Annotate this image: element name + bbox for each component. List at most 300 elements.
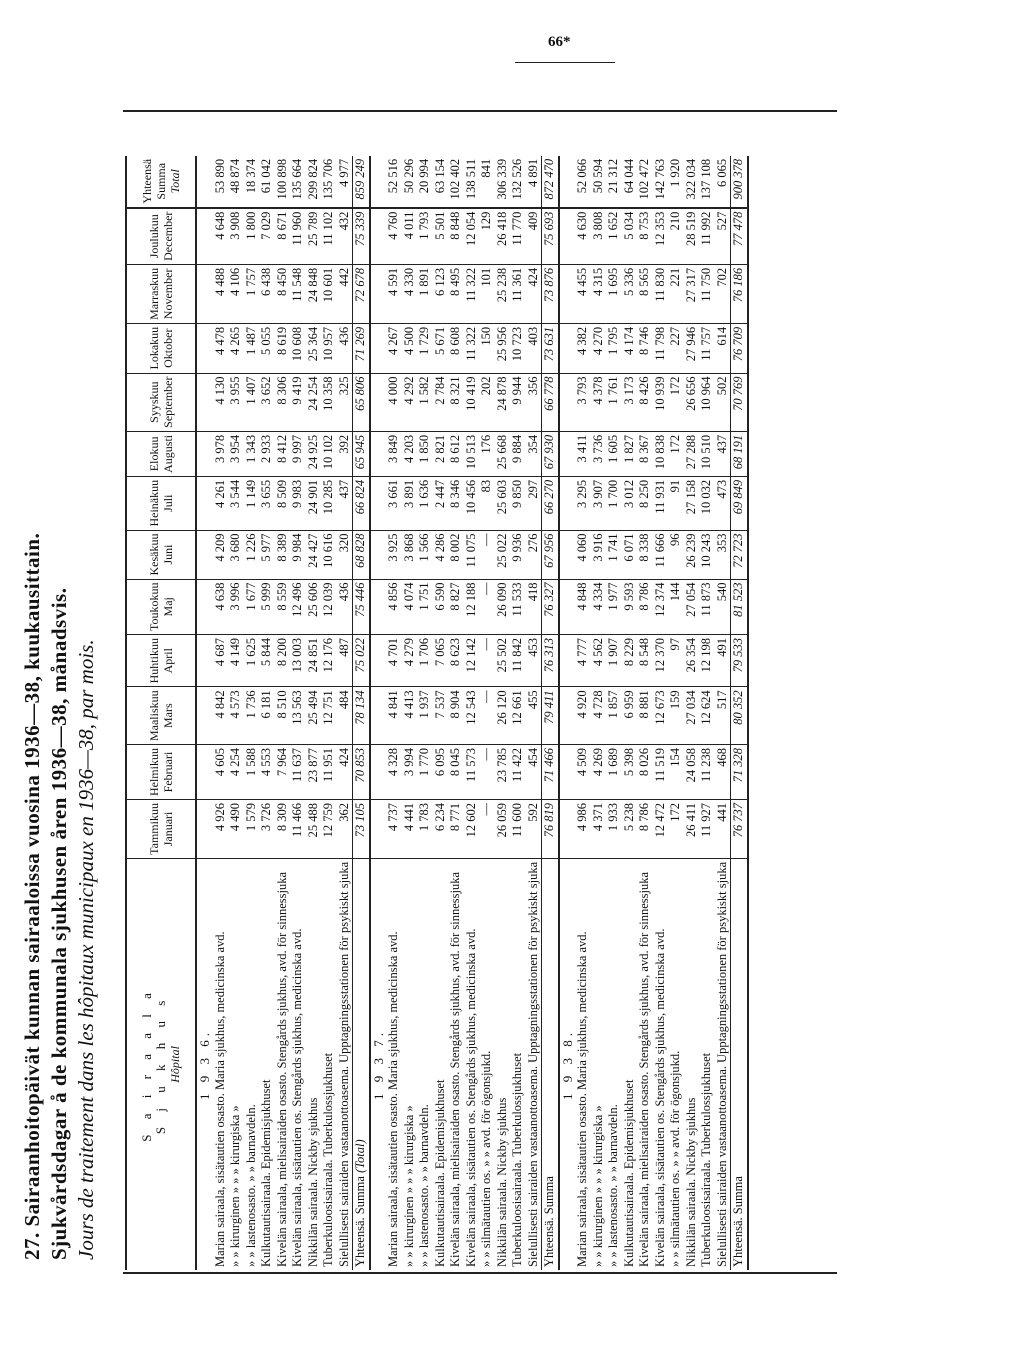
year-total-cell: 67 956 xyxy=(542,530,559,579)
month-header-line: Syyskuu xyxy=(147,381,161,423)
month-value-cell: 12 759 xyxy=(321,800,337,859)
month-value-cell: 8 753 xyxy=(637,208,653,265)
month-value-cell: 487 xyxy=(337,635,353,687)
month-value-cell: 8 045 xyxy=(448,745,464,800)
month-value-cell: 11 842 xyxy=(510,635,526,687)
month-value-cell: 8 904 xyxy=(448,687,464,745)
empty-cell xyxy=(370,635,387,687)
month-value-cell: 1 605 xyxy=(606,431,622,476)
total-header-line: Summa xyxy=(154,162,168,200)
year-total-label-text: Yhteensä. Summa xyxy=(353,1176,367,1267)
title-french: Jours de traitement dans les hôpitaux municipaux en 1936—38, par mois. xyxy=(74,639,98,1260)
month-value-cell: 10 513 xyxy=(464,431,480,476)
month-value-cell: 8 306 xyxy=(275,373,291,431)
hospital-label: Nikkilän sairaala. Nickby sjukhus xyxy=(305,1097,320,1267)
month-value-cell: 11 466 xyxy=(290,800,306,859)
month-value-cell: 4 701 xyxy=(386,635,402,687)
table-row xyxy=(668,156,684,1270)
hospital-label: Kulkutautisairaala. Epidemisjukhuset xyxy=(259,1079,273,1267)
month-value-cell: 437 xyxy=(337,476,353,530)
total-header-line: Total xyxy=(168,169,182,194)
month-value-cell: 8 309 xyxy=(275,800,291,859)
year-heading: 1 9 3 7. xyxy=(370,1028,386,1100)
month-value-cell: 4 267 xyxy=(386,323,402,373)
month-value-cell: 3 173 xyxy=(622,373,638,431)
month-value-cell: 10 616 xyxy=(321,530,337,579)
month-value-cell: 27 317 xyxy=(684,264,700,323)
empty-cell xyxy=(196,476,213,530)
empty-cell xyxy=(559,635,576,687)
month-value-cell: 3 295 xyxy=(575,476,591,530)
year-total-cell: 80 352 xyxy=(731,687,748,745)
month-value-cell: 453 xyxy=(526,635,542,687)
year-total-cell: 75 446 xyxy=(353,579,370,635)
year-total-label xyxy=(353,858,370,1270)
month-value-cell: 4 286 xyxy=(433,530,449,579)
month-value-cell: 3 955 xyxy=(228,373,244,431)
month-value-cell: 491 xyxy=(715,635,731,687)
month-value-cell: 7 537 xyxy=(433,687,449,745)
year-total-cell: 872 470 xyxy=(542,156,559,208)
row-total-cell: 102 402 xyxy=(448,156,464,208)
month-value-cell: 356 xyxy=(526,373,542,431)
hospital-label: Marian sairaala, sisätautien osasto. Maria sjukhus, medicinska avd. xyxy=(212,931,227,1267)
empty-cell xyxy=(196,579,213,635)
month-value-cell: 392 xyxy=(337,431,353,476)
month-header-line: Januari xyxy=(161,811,175,847)
hospital-header-fr: Hôpital xyxy=(168,1046,182,1083)
month-header-7 xyxy=(126,431,196,476)
month-value-cell: 12 543 xyxy=(464,687,480,745)
month-value-cell: 3 916 xyxy=(591,530,607,579)
month-value-cell: 3 652 xyxy=(259,373,275,431)
month-value-cell: 3 544 xyxy=(228,476,244,530)
row-total-cell: 50 594 xyxy=(591,156,607,208)
month-value-cell: 1 677 xyxy=(244,579,260,635)
hospital-label: » » lastenosasto. » » barnavdeln. xyxy=(243,1104,258,1267)
month-value-cell: 3 954 xyxy=(228,431,244,476)
table-row xyxy=(448,156,464,1270)
month-value-cell: 10 358 xyxy=(321,373,337,431)
month-value-cell: 3 978 xyxy=(213,431,229,476)
month-value-cell: 1 582 xyxy=(417,373,433,431)
month-value-cell: 5 336 xyxy=(622,264,638,323)
month-value-cell: 5 055 xyxy=(259,323,275,373)
month-value-cell: 172 xyxy=(668,431,684,476)
row-total-cell: 1 920 xyxy=(668,156,684,208)
year-total-cell: 73 876 xyxy=(542,264,559,323)
month-value-cell: 26 090 xyxy=(495,579,511,635)
month-value-cell: 227 xyxy=(668,323,684,373)
month-header-line: Kesäkuu xyxy=(147,533,161,576)
month-value-cell: 4 413 xyxy=(402,687,418,745)
month-value-cell: 297 xyxy=(526,476,542,530)
month-value-cell: 12 673 xyxy=(653,687,669,745)
month-value-cell: 1 933 xyxy=(606,800,622,859)
month-value-cell: 202 xyxy=(479,373,495,431)
month-value-cell: 3 868 xyxy=(402,530,418,579)
month-value-cell: 3 411 xyxy=(575,431,591,476)
year-total-cell: 68 191 xyxy=(731,431,748,476)
month-value-cell: 8 002 xyxy=(448,530,464,579)
month-value-cell: 1 700 xyxy=(606,476,622,530)
month-value-cell: 11 666 xyxy=(653,530,669,579)
month-value-cell: 27 288 xyxy=(684,431,700,476)
empty-cell xyxy=(196,635,213,687)
month-header-line: Helmikuu xyxy=(147,748,161,797)
empty-cell xyxy=(370,745,387,800)
month-value-cell: 4 265 xyxy=(228,323,244,373)
month-value-cell: 4 841 xyxy=(386,687,402,745)
month-header-4 xyxy=(126,579,196,635)
year-total-cell: 70 769 xyxy=(731,373,748,431)
month-value-cell: 1 689 xyxy=(606,745,622,800)
month-value-cell: 3 908 xyxy=(228,208,244,265)
month-value-cell: 210 xyxy=(668,208,684,265)
empty-cell xyxy=(559,264,576,323)
month-value-cell: 3 793 xyxy=(575,373,591,431)
year-total-cell: 75 339 xyxy=(353,208,370,265)
month-value-cell: 4 441 xyxy=(402,800,418,859)
month-value-cell: 424 xyxy=(337,745,353,800)
row-total-cell: 61 042 xyxy=(259,156,275,208)
year-total-cell: 77 478 xyxy=(731,208,748,265)
hospital-label: Sielullisesti sairaiden vastaanottoasema. Upptagningsstationen för psykiskt sjuka xyxy=(714,861,729,1267)
month-value-cell: 97 xyxy=(668,635,684,687)
hospital-header-sv: S j u k h u s xyxy=(153,994,168,1135)
month-value-cell: 1 695 xyxy=(606,264,622,323)
hospital-label: Kulkutautisairaala. Epidemisjukhuset xyxy=(432,1079,447,1267)
month-value-cell: 8 026 xyxy=(637,745,653,800)
year-total-label-text: Yhteensä. Summa xyxy=(731,1176,745,1267)
month-value-cell: 4 490 xyxy=(228,800,244,859)
empty-cell xyxy=(559,476,576,530)
month-value-cell: 1 891 xyxy=(417,264,433,323)
empty-cell xyxy=(370,208,387,265)
year-total-cell: 76 737 xyxy=(731,800,748,859)
year-total-cell: 900 378 xyxy=(731,156,748,208)
month-value-cell: 3 925 xyxy=(386,530,402,579)
month-value-cell: 4 106 xyxy=(228,264,244,323)
month-value-cell: 4 562 xyxy=(591,635,607,687)
empty-cell xyxy=(559,530,576,579)
month-value-cell: 4 591 xyxy=(386,264,402,323)
month-value-cell: 11 322 xyxy=(464,323,480,373)
month-value-cell: 12 602 xyxy=(464,800,480,859)
month-value-cell: 11 770 xyxy=(510,208,526,265)
empty-cell xyxy=(559,373,576,431)
month-value-cell: 10 964 xyxy=(699,373,715,431)
month-value-cell: 28 519 xyxy=(684,208,700,265)
month-value-cell: 455 xyxy=(526,687,542,745)
month-value-cell: 154 xyxy=(668,745,684,800)
year-total-cell: 75 693 xyxy=(542,208,559,265)
month-value-cell: 362 xyxy=(337,800,353,859)
year-total-cell: 67 930 xyxy=(542,431,559,476)
month-value-cell: 3 994 xyxy=(402,745,418,800)
month-value-cell: 4 292 xyxy=(402,373,418,431)
month-value-cell: 1 226 xyxy=(244,530,260,579)
month-value-cell: 8 495 xyxy=(448,264,464,323)
month-value-cell: 1 783 xyxy=(417,800,433,859)
month-value-cell: 10 285 xyxy=(321,476,337,530)
month-value-cell: 9 419 xyxy=(290,373,306,431)
month-value-cell: 276 xyxy=(526,530,542,579)
total-column-header xyxy=(126,156,196,208)
month-value-cell: 10 102 xyxy=(321,431,337,476)
row-total-cell: 299 824 xyxy=(306,156,322,208)
month-value-cell: 2 821 xyxy=(433,431,449,476)
month-value-cell: 3 736 xyxy=(591,431,607,476)
month-value-cell: 4 149 xyxy=(228,635,244,687)
month-value-cell: 25 238 xyxy=(495,264,511,323)
month-header-line: Huhtikuu xyxy=(147,638,161,684)
month-value-cell: 25 606 xyxy=(306,579,322,635)
month-value-cell: 96 xyxy=(668,530,684,579)
month-header-line: Juni xyxy=(161,544,175,565)
month-value-cell: 26 411 xyxy=(684,800,700,859)
month-value-cell: 12 370 xyxy=(653,635,669,687)
row-total-cell: 50 296 xyxy=(402,156,418,208)
month-value-cell: 26 120 xyxy=(495,687,511,745)
month-value-cell: 8 771 xyxy=(448,800,464,859)
month-value-cell: 409 xyxy=(526,208,542,265)
table-row xyxy=(622,156,638,1270)
hospital-label: » » lastenosasto. » » barnavdeln. xyxy=(606,1104,620,1267)
month-value-cell: 517 xyxy=(715,687,731,745)
month-value-cell: 24 848 xyxy=(306,264,322,323)
row-total-cell: 135 706 xyxy=(321,156,337,208)
month-value-cell: 10 608 xyxy=(290,323,306,373)
month-value-cell: 4 334 xyxy=(591,579,607,635)
month-header-1 xyxy=(126,745,196,800)
month-value-cell: 614 xyxy=(715,323,731,373)
month-value-cell: 8 200 xyxy=(275,635,291,687)
month-value-cell: 454 xyxy=(526,745,542,800)
hospital-label: Kulkutautisairaala. Epidemisjukhuset xyxy=(621,1079,636,1267)
table-row xyxy=(684,156,700,1270)
hospital-label: Sielullisesti sairaiden vastaanottoasema. Upptagningsstationen för psykiskt sjuka xyxy=(525,861,540,1267)
month-value-cell: 2 447 xyxy=(433,476,449,530)
month-header-0 xyxy=(126,800,196,859)
empty-cell xyxy=(559,579,576,635)
table-row xyxy=(244,156,260,1270)
month-value-cell: 159 xyxy=(668,687,684,745)
month-value-cell: 11 533 xyxy=(510,579,526,635)
table-row xyxy=(464,156,480,1270)
table-row xyxy=(306,156,322,1270)
month-value-cell: 23 785 xyxy=(495,745,511,800)
month-value-cell: 11 637 xyxy=(290,745,306,800)
empty-cell xyxy=(196,323,213,373)
month-value-cell: 1 850 xyxy=(417,431,433,476)
month-header-line: Februari xyxy=(161,751,175,793)
empty-cell xyxy=(370,373,387,431)
month-value-cell: 4 269 xyxy=(591,745,607,800)
month-value-cell: 1 487 xyxy=(244,323,260,373)
month-value-cell: 8 426 xyxy=(637,373,653,431)
month-value-cell: 9 884 xyxy=(510,431,526,476)
month-value-cell: 27 034 xyxy=(684,687,700,745)
month-value-cell: 354 xyxy=(526,431,542,476)
year-total-cell: 66 824 xyxy=(353,476,370,530)
month-value-cell: 418 xyxy=(526,579,542,635)
month-value-cell: 83 xyxy=(479,476,495,530)
month-value-cell: 11 830 xyxy=(653,264,669,323)
hospital-label: » » kirurginen » » » kirurgiska » xyxy=(590,1105,605,1267)
month-value-cell: 4 455 xyxy=(575,264,591,323)
empty-cell xyxy=(196,687,213,745)
month-value-cell: 8 786 xyxy=(637,579,653,635)
month-value-cell: 1 857 xyxy=(606,687,622,745)
month-value-cell: — xyxy=(479,635,495,687)
hospital-label: Nikkilän sairaala. Nickby sjukhus xyxy=(683,1097,698,1267)
month-value-cell: 12 472 xyxy=(653,800,669,859)
month-value-cell: 8 786 xyxy=(637,800,653,859)
hospital-label: Kivelän sairaala, sisätautien os. Stengårds sjukhus, medicinska avd. xyxy=(290,928,304,1267)
month-value-cell: 129 xyxy=(479,208,495,265)
month-header-line: Lokakuu xyxy=(147,326,161,370)
month-value-cell: 9 936 xyxy=(510,530,526,579)
row-total-cell: 322 034 xyxy=(684,156,700,208)
month-value-cell: 11 519 xyxy=(653,745,669,800)
month-value-cell: 12 176 xyxy=(321,635,337,687)
month-value-cell: 24 878 xyxy=(495,373,511,431)
month-value-cell: 8 608 xyxy=(448,323,464,373)
month-header-line: Juli xyxy=(161,494,175,512)
month-value-cell: 4 209 xyxy=(213,530,229,579)
month-value-cell: 1 588 xyxy=(244,745,260,800)
month-value-cell: 176 xyxy=(479,431,495,476)
table-row xyxy=(228,156,244,1270)
month-value-cell: 432 xyxy=(337,208,353,265)
row-total-cell: 137 108 xyxy=(699,156,715,208)
month-header-9 xyxy=(126,323,196,373)
hospital-days-table xyxy=(125,156,749,1270)
month-value-cell: 24 851 xyxy=(306,635,322,687)
month-value-cell: 441 xyxy=(715,800,731,859)
month-value-cell: 4 478 xyxy=(213,323,229,373)
empty-cell xyxy=(370,579,387,635)
row-total-cell: 21 312 xyxy=(606,156,622,208)
hospital-label: Kivelän sairaala, mielisairaiden osasto. Stengårds sjukhus, avd. för sinnessjuka xyxy=(637,871,651,1267)
month-value-cell: 25 494 xyxy=(306,687,322,745)
row-total-cell: 48 874 xyxy=(228,156,244,208)
month-header-line: December xyxy=(161,211,175,261)
month-value-cell: 25 364 xyxy=(306,323,322,373)
hospital-label: » » lastenosasto. » » barnavdeln. xyxy=(417,1104,431,1267)
month-header-5 xyxy=(126,530,196,579)
month-value-cell: 437 xyxy=(715,431,731,476)
page-number: 66* xyxy=(548,34,571,50)
row-total-cell: 64 044 xyxy=(622,156,638,208)
month-header-line: Elokuu xyxy=(147,436,161,472)
month-value-cell: 25 789 xyxy=(306,208,322,265)
row-total-cell: 100 898 xyxy=(275,156,291,208)
month-header-line: Joulukuu xyxy=(147,214,161,259)
month-value-cell: 4 254 xyxy=(228,745,244,800)
month-value-cell: 8 881 xyxy=(637,687,653,745)
table-row xyxy=(337,156,353,1270)
month-value-cell: 4 371 xyxy=(591,800,607,859)
month-value-cell: 24 254 xyxy=(306,373,322,431)
empty-cell xyxy=(196,530,213,579)
month-value-cell: 1 800 xyxy=(244,208,260,265)
month-value-cell: 4 648 xyxy=(213,208,229,265)
month-value-cell: 484 xyxy=(337,687,353,745)
month-value-cell: 7 029 xyxy=(259,208,275,265)
year-total-cell: 73 105 xyxy=(353,800,370,859)
month-value-cell: 4 328 xyxy=(386,745,402,800)
year-heading-row xyxy=(559,156,576,1270)
month-header-line: September xyxy=(161,376,175,428)
month-value-cell: 10 456 xyxy=(464,476,480,530)
table-row xyxy=(417,156,433,1270)
month-value-cell: 8 389 xyxy=(275,530,291,579)
month-value-cell: 6 095 xyxy=(433,745,449,800)
page-number-rule xyxy=(515,62,615,63)
month-value-cell: 1 736 xyxy=(244,687,260,745)
table-row xyxy=(526,156,542,1270)
year-total-cell: 76 819 xyxy=(542,800,559,859)
hospital-label: » » kirurginen » » » kirurgiska » xyxy=(228,1105,242,1267)
hospital-label: Marian sairaala, sisätautien osasto. Maria sjukhus, medicinska avd. xyxy=(575,931,589,1267)
month-value-cell: 8 565 xyxy=(637,264,653,323)
rotated-page xyxy=(20,70,860,1310)
row-total-cell: 63 154 xyxy=(433,156,449,208)
month-value-cell: 1 977 xyxy=(606,579,622,635)
month-value-cell: 8 450 xyxy=(275,264,291,323)
month-value-cell: 11 548 xyxy=(290,264,306,323)
month-header-11 xyxy=(126,208,196,265)
year-total-row xyxy=(542,156,559,1270)
month-value-cell: 4 737 xyxy=(386,800,402,859)
month-value-cell: 3 680 xyxy=(228,530,244,579)
month-value-cell: 5 999 xyxy=(259,579,275,635)
month-header-10 xyxy=(126,264,196,323)
month-value-cell: 4 573 xyxy=(228,687,244,745)
month-value-cell: 9 984 xyxy=(290,530,306,579)
month-value-cell: 24 925 xyxy=(306,431,322,476)
year-total-cell: 73 631 xyxy=(542,323,559,373)
table-row xyxy=(479,156,495,1270)
month-value-cell: 12 054 xyxy=(464,208,480,265)
month-value-cell: 4 842 xyxy=(213,687,229,745)
month-value-cell: 11 873 xyxy=(699,579,715,635)
month-value-cell: 468 xyxy=(715,745,731,800)
month-value-cell: 91 xyxy=(668,476,684,530)
month-value-cell: 1 741 xyxy=(606,530,622,579)
empty-cell xyxy=(196,156,213,208)
row-total-cell: 52 516 xyxy=(386,156,402,208)
month-value-cell: — xyxy=(479,687,495,745)
hospital-label: Kivelän sairaala, mielisairaiden osasto. Stengårds sjukhus, avd. för sinnessjuka xyxy=(448,871,462,1267)
year-total-cell: 75 022 xyxy=(353,635,370,687)
row-total-cell: 6 065 xyxy=(715,156,731,208)
month-value-cell: 25 603 xyxy=(495,476,511,530)
row-total-cell: 306 339 xyxy=(495,156,511,208)
hospital-column-header xyxy=(126,858,196,1270)
month-value-cell: 4 279 xyxy=(402,635,418,687)
row-total-cell: 135 664 xyxy=(290,156,306,208)
month-value-cell: 24 901 xyxy=(306,476,322,530)
hospital-label: Kivelän sairaala, sisätautien os. Stengårds sjukhus, medicinska avd. xyxy=(463,928,478,1267)
month-value-cell: 702 xyxy=(715,264,731,323)
month-value-cell: 172 xyxy=(668,373,684,431)
month-header-line: Tammikuu xyxy=(147,803,161,855)
month-header-3 xyxy=(126,635,196,687)
month-value-cell: 12 198 xyxy=(699,635,715,687)
